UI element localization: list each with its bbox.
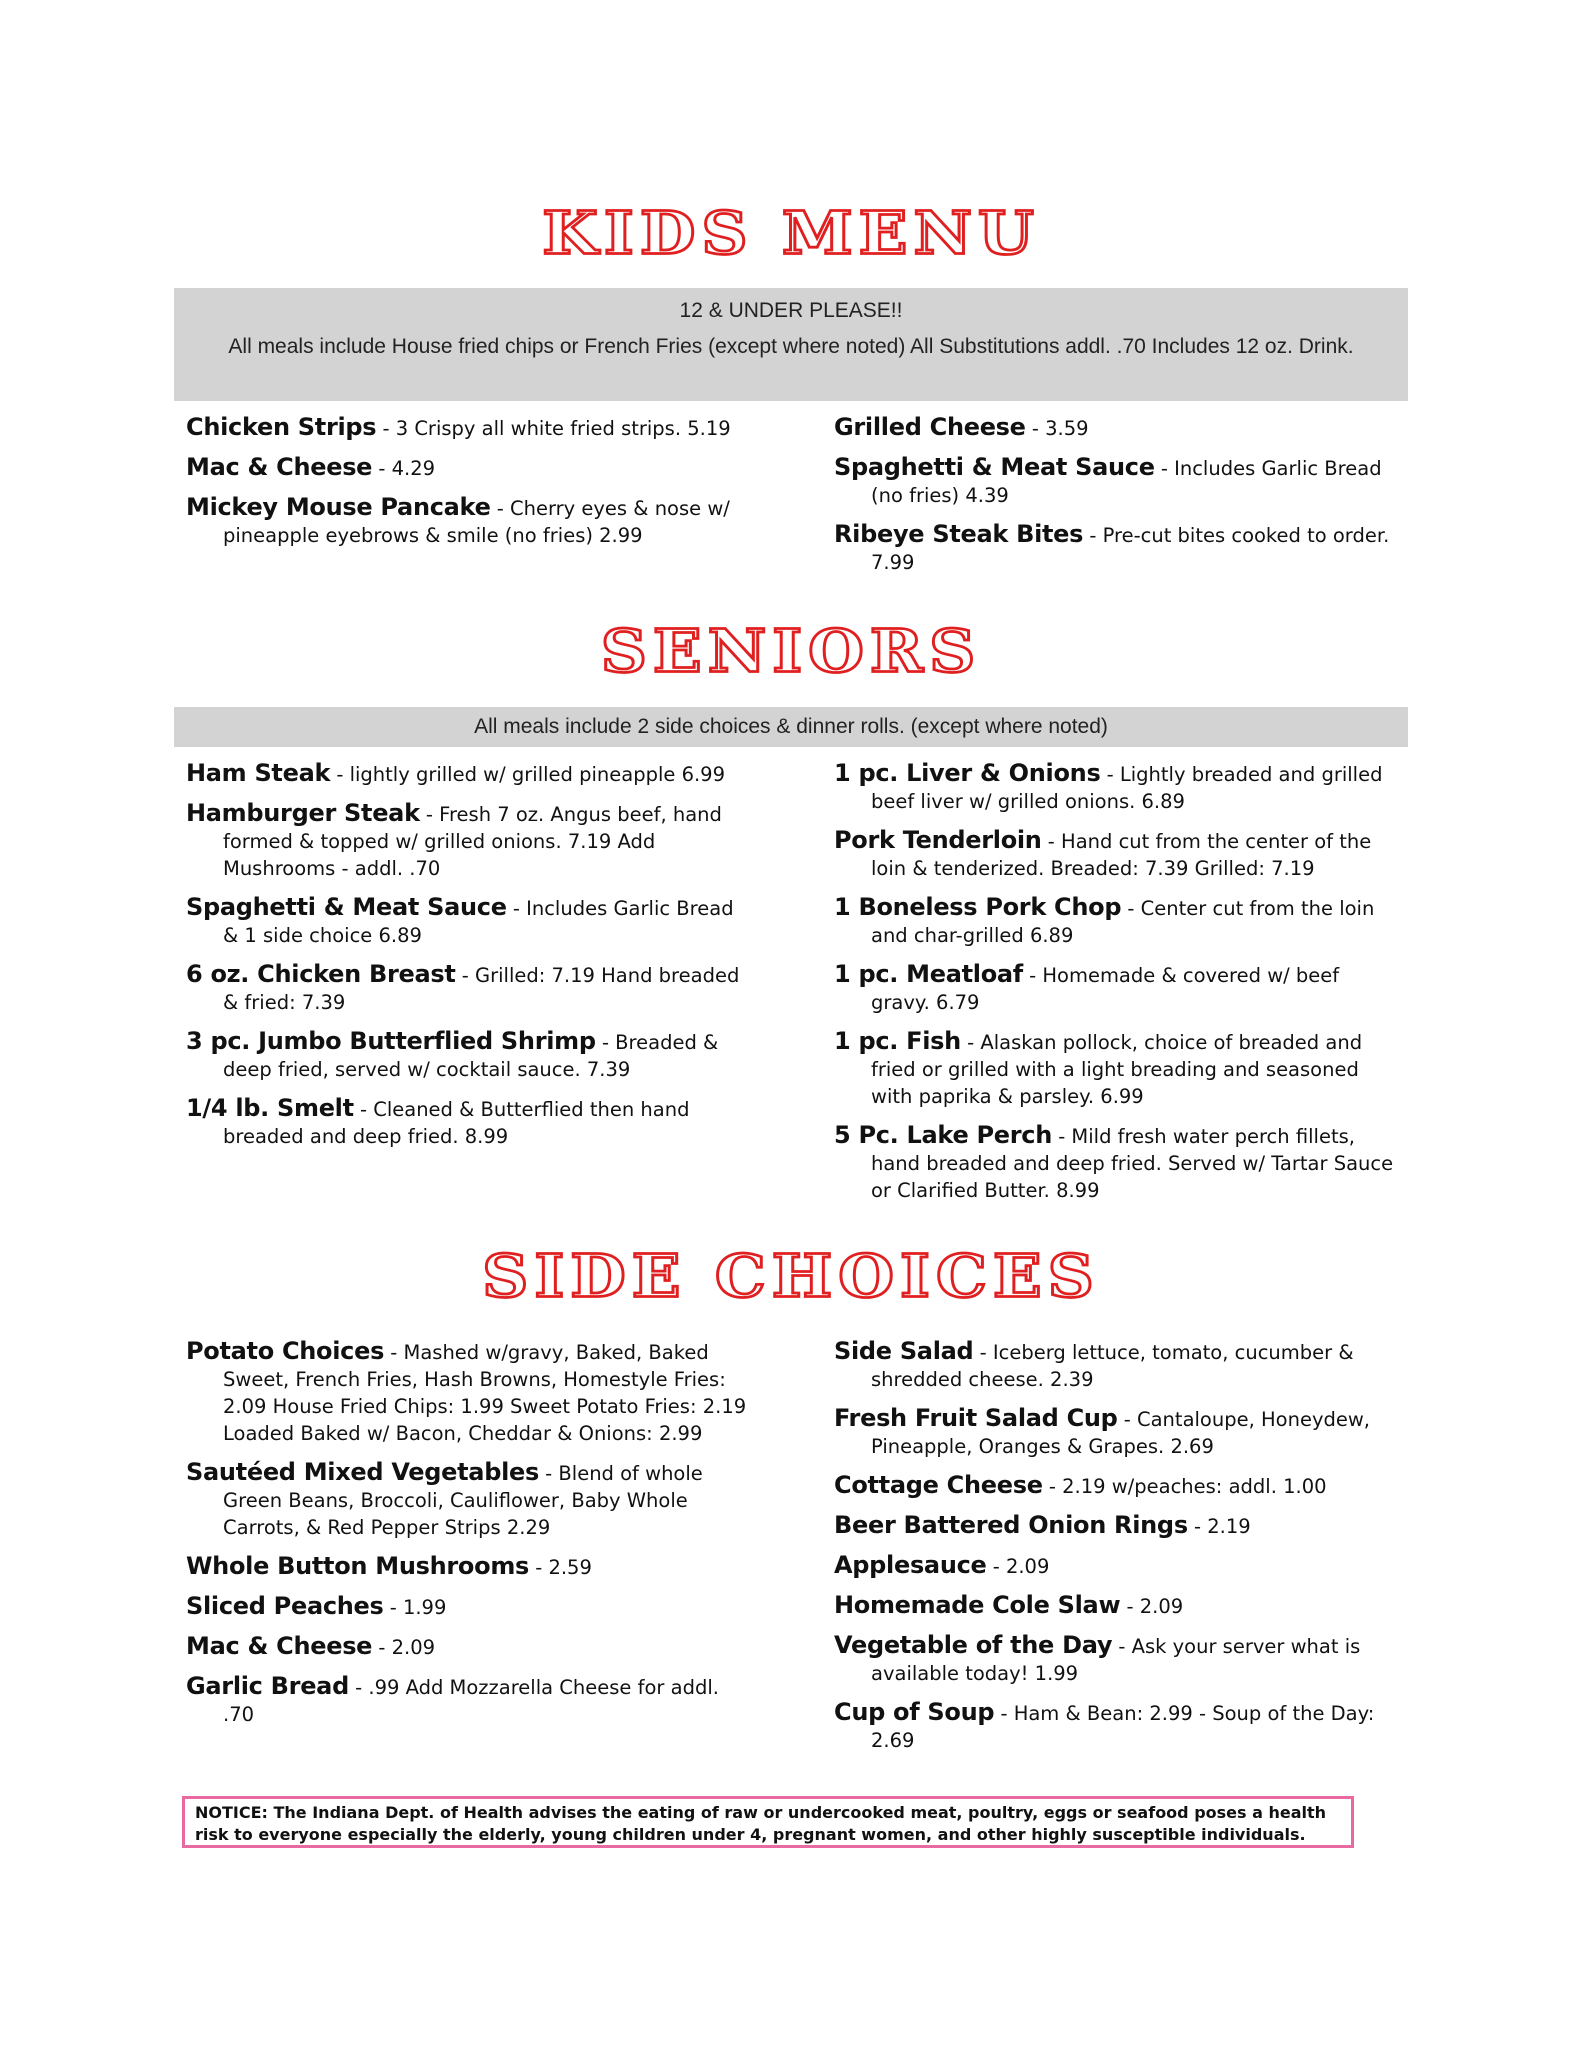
sides-left-column <box>186 1338 756 1740</box>
item-name: 5 Pc. Lake Perch <box>834 1121 1052 1149</box>
item-desc: - 2.09 <box>372 1636 436 1659</box>
item-name: Mickey Mouse Pancake <box>186 493 491 521</box>
kids-left-column <box>186 414 746 561</box>
item-desc: - 3.59 <box>1025 417 1089 440</box>
menu-item <box>186 1095 746 1150</box>
item-name: Side Salad <box>834 1337 974 1365</box>
item-desc: - Iceberg lettuce, tomato, cucumber & shredded cheese. 2.39 <box>871 1341 1354 1391</box>
item-desc: - 2.09 <box>986 1555 1050 1578</box>
menu-item <box>834 1405 1404 1460</box>
item-desc: - Includes Garlic Bread & 1 side choice 6.89 <box>223 897 734 947</box>
item-name: Mac & Cheese <box>186 1632 373 1660</box>
menu-item <box>834 1699 1404 1754</box>
menu-item <box>186 800 746 882</box>
item-name: Vegetable of the Day <box>834 1631 1113 1659</box>
menu-item <box>186 961 746 1016</box>
menu-item <box>186 894 746 949</box>
menu-item <box>834 1552 1404 1580</box>
item-desc: - Breaded & deep fried, served w/ cocktail sauce. 7.39 <box>223 1031 719 1081</box>
item-desc: - Blend of whole Green Beans, Broccoli, Cauliflower, Baby Whole Carrots, & Red Pepper Strips 2.29 <box>223 1462 703 1539</box>
menu-item <box>834 1338 1404 1393</box>
menu-item <box>834 521 1404 576</box>
item-desc: - 3 Crispy all white fried strips. 5.19 <box>376 417 731 440</box>
menu-item <box>186 1593 756 1621</box>
item-name: Sautéed Mixed Vegetables <box>186 1458 539 1486</box>
item-name: 1 pc. Meatloaf <box>834 960 1023 988</box>
item-name: Spaghetti & Meat Sauce <box>186 893 507 921</box>
item-name: Hamburger Steak <box>186 799 420 827</box>
item-desc: - Center cut from the loin and char-grilled 6.89 <box>871 897 1375 947</box>
menu-item <box>834 414 1404 442</box>
menu-item <box>834 1592 1404 1620</box>
item-name: Beer Battered Onion Rings <box>834 1511 1188 1539</box>
item-name: Mac & Cheese <box>186 453 373 481</box>
item-desc: - Alaskan pollock, choice of breaded and fried or grilled with a light breading and seasoned with paprika & parsley. 6.99 <box>871 1031 1363 1108</box>
item-name: Fresh Fruit Salad Cup <box>834 1404 1118 1432</box>
item-name: Pork Tenderloin <box>834 826 1042 854</box>
item-desc: - Cantaloupe, Honeydew, Pineapple, Oranges & Grapes. 2.69 <box>871 1408 1371 1458</box>
item-name: 3 pc. Jumbo Butterflied Shrimp <box>186 1027 596 1055</box>
menu-item <box>186 760 746 788</box>
item-desc: - Homemade & covered w/ beef gravy. 6.79 <box>871 964 1340 1014</box>
menu-item <box>186 1633 756 1661</box>
side-choices-heading <box>0 1242 1582 1312</box>
item-name: Homemade Cole Slaw <box>834 1591 1121 1619</box>
item-name: 1 Boneless Pork Chop <box>834 893 1122 921</box>
menu-item <box>834 1122 1404 1204</box>
item-desc: - Fresh 7 oz. Angus beef, hand formed & topped w/ grilled onions. 7.19 Add Mushrooms - addl. .70 <box>223 803 722 880</box>
menu-item <box>834 827 1404 882</box>
kids-banner-line2: All meals include House fried chips or French Fries (except where noted) All Substitutions addl. .70 Includes 12 oz. Drink. <box>228 335 1354 358</box>
menu-item <box>186 494 746 549</box>
item-desc: - Pre-cut bites cooked to order. 7.99 <box>871 524 1390 574</box>
menu-item <box>186 414 746 442</box>
kids-menu-title: KIDS MENU <box>542 199 1040 269</box>
menu-item <box>834 1028 1404 1110</box>
item-name: Applesauce <box>834 1551 987 1579</box>
health-notice-text: NOTICE: The Indiana Dept. of Health advises the eating of raw or undercooked meat, poultry, eggs or seafood poses a health risk to everyone especially the elderly, young children under 4, pregnant women, and other highly susceptible individuals. <box>195 1803 1327 1844</box>
item-name: Sliced Peaches <box>186 1592 384 1620</box>
health-notice <box>182 1796 1354 1848</box>
item-desc: - 2.19 <box>1187 1515 1251 1538</box>
item-name: Spaghetti & Meat Sauce <box>834 453 1155 481</box>
item-name: 1 pc. Liver & Onions <box>834 759 1101 787</box>
kids-menu-heading <box>0 199 1582 269</box>
item-desc: - 2.59 <box>529 1556 592 1579</box>
menu-item <box>186 1338 756 1447</box>
menu-item <box>834 1512 1404 1540</box>
item-name: Ham Steak <box>186 759 331 787</box>
seniors-left-column <box>186 760 746 1162</box>
item-name: Whole Button Mushrooms <box>186 1552 530 1580</box>
item-desc: - Lightly breaded and grilled beef liver w/ grilled onions. 6.89 <box>871 763 1383 813</box>
menu-item <box>834 760 1404 815</box>
item-desc: - 2.19 w/peaches: addl. 1.00 <box>1042 1475 1327 1498</box>
kids-menu-banner <box>174 288 1408 401</box>
item-desc: - Hand cut from the center of the loin & tenderized. Breaded: 7.39 Grilled: 7.19 <box>871 830 1372 880</box>
menu-item <box>834 1472 1404 1500</box>
item-name: Ribeye Steak Bites <box>834 520 1084 548</box>
menu-item <box>186 1553 756 1581</box>
menu-item <box>186 1673 756 1728</box>
side-choices-title: SIDE CHOICES <box>482 1242 1100 1312</box>
item-desc: - Mild fresh water perch fillets, hand breaded and deep fried. Served w/ Tartar Sauce or Clarified Butter. 8.99 <box>871 1125 1394 1202</box>
menu-item <box>186 454 746 482</box>
menu-item <box>186 1459 756 1541</box>
item-desc: - Includes Garlic Bread (no fries) 4.39 <box>871 457 1382 507</box>
item-desc: - Cleaned & Butterflied then hand breaded and deep fried. 8.99 <box>223 1098 690 1148</box>
menu-item <box>834 894 1404 949</box>
item-name: 1/4 lb. Smelt <box>186 1094 354 1122</box>
item-desc: - 1.99 <box>383 1596 447 1619</box>
item-desc: - Ham & Bean: 2.99 - Soup of the Day: 2.69 <box>871 1702 1375 1752</box>
item-desc: - Mashed w/gravy, Baked, Baked Sweet, French Fries, Hash Browns, Homestyle Fries: 2.09 House Fried Chips: 1.99 Sweet Potato Fries: 2.19 Loaded Baked w/ Bacon, Cheddar & Onions: 2.99 <box>223 1341 747 1445</box>
menu-item <box>834 961 1404 1016</box>
menu-item <box>834 1632 1404 1687</box>
item-desc: - lightly grilled w/ grilled pineapple 6.99 <box>330 763 725 786</box>
seniors-banner <box>174 707 1408 747</box>
seniors-heading <box>0 617 1582 687</box>
sides-right-column <box>834 1338 1404 1766</box>
item-name: Cottage Cheese <box>834 1471 1043 1499</box>
item-name: Potato Choices <box>186 1337 385 1365</box>
item-desc: - Cherry eyes & nose w/ pineapple eyebrows & smile (no fries) 2.99 <box>223 497 730 547</box>
menu-item <box>834 454 1404 509</box>
item-name: Garlic Bread <box>186 1672 349 1700</box>
item-name: Cup of Soup <box>834 1698 995 1726</box>
item-name: Chicken Strips <box>186 413 377 441</box>
item-name: Grilled Cheese <box>834 413 1026 441</box>
menu-item <box>186 1028 746 1083</box>
seniors-title: SENIORS <box>600 617 982 687</box>
item-desc: - Ask your server what is available today! 1.99 <box>871 1635 1361 1685</box>
item-name: 6 oz. Chicken Breast <box>186 960 456 988</box>
seniors-right-column <box>834 760 1404 1216</box>
item-desc: - Grilled: 7.19 Hand breaded & fried: 7.39 <box>223 964 740 1014</box>
item-name: 1 pc. Fish <box>834 1027 961 1055</box>
kids-right-column <box>834 414 1404 588</box>
seniors-banner-text: All meals include 2 side choices & dinner rolls. (except where noted) <box>474 715 1108 738</box>
item-desc: - 2.09 <box>1120 1595 1184 1618</box>
kids-banner-line1: 12 & UNDER PLEASE!! <box>679 299 903 322</box>
item-desc: - 4.29 <box>372 457 436 480</box>
item-desc: - .99 Add Mozzarella Cheese for addl. .70 <box>223 1676 719 1726</box>
